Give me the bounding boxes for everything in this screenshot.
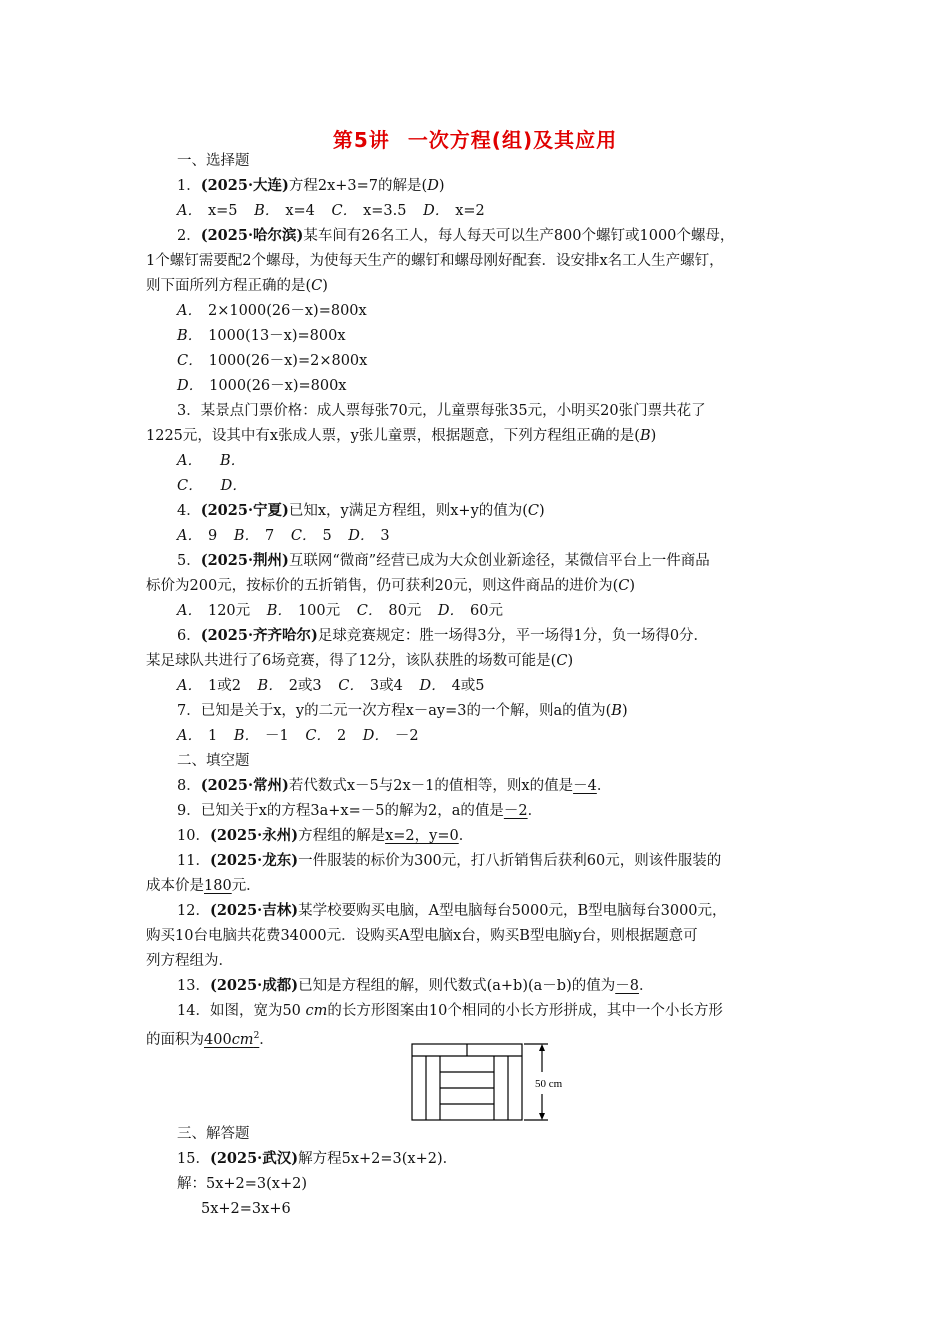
question-1: 1．(2025·大连)方程2x+3=7的解是(D) [177,177,445,194]
question-15: 15．(2025·武汉)解方程5x+2=3(x+2)． [177,1150,458,1167]
question-12: 12．(2025·吉林)某学校要购买电脑，A型电脑每台5000元，B型电脑每台3000元， [177,902,727,919]
question-11-line-2: 成本价是180元． [146,878,261,894]
question-2-line-3: 则下面所列方程正确的是(C) [146,278,328,294]
page-title [0,124,950,153]
question-6: 6．(2025·齐齐哈尔)足球竞赛规定：胜一场得3分，平一场得1分，负一场得0分． [177,627,709,644]
question-10: 10．(2025·永州)方程组的解是x=2，y=0． [177,827,474,844]
section-heading-fill: 二、填空题 [177,753,250,769]
question-7: 7．已知是关于x，y的二元一次方程x－ay=3的一个解，则a的值为(B) [177,703,628,719]
arrow-down-icon [539,1113,545,1120]
question-2-line-2: 1个螺钉需要配2个螺母，为使每天生产的螺钉和螺母刚好配套．设安排x名工人生产螺钉， [146,253,724,269]
question-3-line-2: 1225元，设其中有x张成人票，y张儿童票，根据题意，下列方程组正确的是(B) [146,428,657,444]
question-6-options: A． 1或2 B． 2或3 C． 3或4 D． 4或5 [177,678,485,694]
question-9: 9．已知关于x的方程3a+x=－5的解为2，a的值是－2． [177,803,543,819]
solution-step-2: 5x+2=3x+6 [201,1201,291,1217]
question-5-line-2: 标价为200元，按标价的五折销售，仍可获利20元，则这件商品的进价为(C) [146,578,636,594]
lecture-topic: 一次方程(组)及其应用 [407,128,618,152]
solution-step-1: 解：5x+2=3(x+2) [177,1176,308,1192]
question-11: 11．(2025·龙东)一件服装的标价为300元，打八折销售后获利60元，则该件服装的 [177,852,722,869]
question-5-options: A． 120元 B． 100元 C． 80元 D． 60元 [177,603,503,619]
section-heading-choice: 一、选择题 [177,153,250,169]
question-2-option-c: C． 1000(26－x)=2×800x [177,353,368,369]
question-2: 2．(2025·哈尔滨)某车间有26名工人，每人每天可以生产800个螺钉或1000个螺母， [177,227,735,244]
question-13: 13．(2025·成都)已知是方程组的解，则代数式(a+b)(a－b)的值为－8． [177,977,654,994]
question-4: 4．(2025·宁夏)已知x，y满足方程组，则x+y的值为(C) [177,502,545,519]
question-2-option-d: D． 1000(26－x)=800x [177,378,347,394]
question-3-options-ab: A． B． [177,453,246,469]
question-12-line-3: 列方程组为． [146,953,233,969]
figure-width-label: 50 cm [535,1078,563,1090]
question-8: 8．(2025·常州)若代数式x－5与2x－1的值相等，则x的值是－4． [177,777,612,794]
question-4-options: A． 9 B． 7 C． 5 D． 3 [177,528,390,544]
arrow-up-icon [539,1044,545,1051]
question-7-options: A． 1 B． －1 C． 2 D． －2 [177,728,419,744]
question-6-line-2: 某足球队共进行了6场竞赛，得了12分，该队获胜的场数可能是(C) [146,653,574,669]
question-14: 14．如图，宽为50 cm的长方形图案由10个相同的小长方形拼成，其中一个小长方形 [177,1003,723,1019]
question-1-options: A． x=5 B． x=4 C． x=3.5 D． x=2 [177,203,485,219]
question-5: 5．(2025·荆州)互联网“微商”经营已成为大众创业新途径，某微信平台上一件商品 [177,552,710,569]
rectangle-pattern-figure [410,1042,580,1124]
question-14-line-2: 的面积为$400cm^2$． [146,1031,274,1048]
question-2-option-a: A． 2×1000(26－x)=800x [177,303,367,319]
question-2-option-b: B． 1000(13－x)=800x [177,328,346,344]
question-3-options-cd: C． D． [177,478,247,494]
section-heading-solve: 三、解答题 [177,1126,250,1142]
lecture-number: 第5讲 [332,128,390,152]
question-12-line-2: 购买10台电脑共花费34000元．设购买A型电脑x台，购买B型电脑y台，则根据题意可 [146,928,698,944]
question-3: 3．某景点门票价格：成人票每张70元，儿童票每张35元，小明买20张门票共花了 [177,403,706,419]
